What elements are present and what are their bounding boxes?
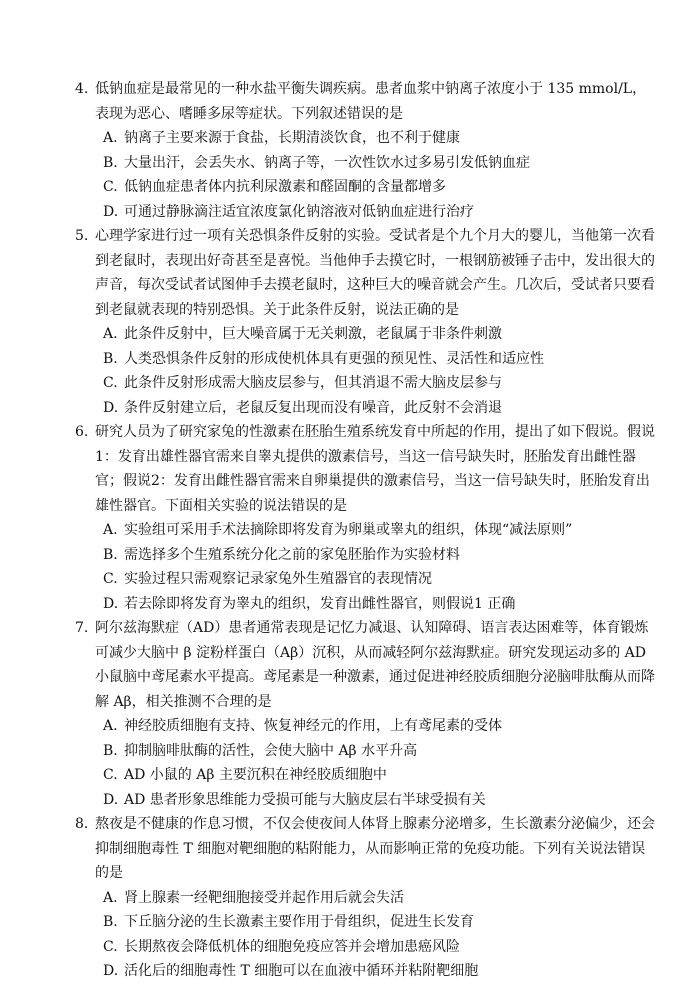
question-number: 7.: [75, 620, 89, 636]
option-a: [103, 518, 656, 543]
option-text: 肾上腺素一经靶细胞接受并起作用后就会失活: [124, 889, 404, 906]
option-label: B.: [103, 914, 118, 930]
option-text: 条件反射建立后，老鼠反复出现而没有噪音，此反射不会消退: [124, 399, 502, 416]
option-text: 可通过静脉滴注适宜浓度氯化钠溶液对低钠血症进行治疗: [124, 203, 474, 220]
question-8: [76, 812, 656, 984]
question-number: 4.: [75, 81, 89, 97]
option-label: B.: [103, 350, 118, 367]
question-number: 6.: [75, 424, 89, 440]
option-c: [103, 763, 656, 788]
option-c: [103, 371, 656, 396]
question-number: 8.: [75, 816, 89, 832]
option-text: 抑制脑啡肽酶的活性，会使大脑中 Aβ 水平升高: [124, 742, 418, 759]
option-text: 此条件反射中，巨大噪音属于无关刺激，老鼠属于非条件刺激: [124, 326, 502, 342]
option-label: B.: [103, 546, 118, 563]
option-label: D.: [103, 791, 119, 808]
question-stem: [76, 812, 656, 886]
option-label: C.: [103, 767, 118, 783]
option-c: [103, 567, 656, 592]
option-label: A.: [103, 326, 118, 342]
option-b: [103, 543, 656, 568]
question-stem: [76, 420, 656, 518]
option-b: [103, 151, 656, 176]
option-d: [103, 959, 656, 984]
option-a: [103, 886, 656, 911]
option-label: D.: [103, 203, 119, 220]
question-4: [76, 77, 656, 224]
option-text: 神经胶质细胞有支持、恢复神经元的作用，上有鸢尾素的受体: [124, 718, 502, 734]
option-text: 若去除即将发育为睾丸的组织，发育出雌性器官，则假说1 正确: [124, 595, 516, 612]
option-list: [76, 126, 656, 224]
question-text: 熬夜是不健康的作息习惯，不仅会使夜间人体肾上腺素分泌增多，生长激素分泌偏少，还会抑制细胞毒性 T 细胞对靶细胞的粘附能力，从而影响正常的免疫功能。下列有关说法错误的是: [95, 816, 655, 881]
option-c: [103, 175, 656, 200]
option-label: A.: [103, 130, 118, 146]
option-a: [103, 714, 656, 739]
option-text: 大量出汗，会丢失水、钠离子等，一次性饮水过多易引发低钠血症: [124, 154, 530, 171]
option-list: [76, 886, 656, 984]
question-text: 研究人员为了研究家兔的性激素在胚胎生殖系统发育中所起的作用，提出了如下假说。假说1：发育出雄性器官需来自睾丸提供的激素信号，当这一信号缺失时，胚胎发育出雌性器官；假说2：发育出雌性器官需来自卵巢提供的激素信号，当这一信号缺失时，胚胎发育出雄性器官。下面相关实验的说法错误的是: [95, 424, 655, 514]
option-label: A.: [103, 718, 118, 734]
option-label: D.: [103, 963, 119, 979]
option-label: D.: [103, 399, 119, 416]
option-label: A.: [103, 522, 118, 538]
question-stem: [76, 224, 656, 322]
option-a: [103, 322, 656, 347]
option-text: 此条件反射形成需大脑皮层参与，但其消退不需大脑皮层参与: [124, 375, 502, 391]
option-d: [103, 788, 656, 813]
option-label: C.: [103, 938, 118, 955]
option-text: 需选择多个生殖系统分化之前的家兔胚胎作为实验材料: [124, 546, 460, 563]
question-number: 5.: [75, 228, 89, 244]
option-d: [103, 592, 656, 617]
option-label: A.: [103, 889, 118, 906]
question-text: 阿尔兹海默症（AD）患者通常表现是记忆力减退、认知障碍、语言表达困难等，体育锻炼可减少大脑中 β 淀粉样蛋白（Aβ）沉积，从而减轻阿尔兹海默症。研究发现运动多的 AD 小鼠脑中鸢尾素水平提高。鸢尾素是一种激素，通过促进神经胶质细胞分泌脑啡肽酶从而降解 Aβ，相关推测不合理的是: [95, 620, 655, 710]
option-list: [76, 714, 656, 812]
option-label: C.: [103, 179, 118, 195]
question-text: 低钠血症是最常见的一种水盐平衡失调疾病。患者血浆中钠离子浓度小于 135 mmol/L，表现为恶心、嗜睡多尿等症状。下列叙述错误的是: [95, 81, 647, 122]
question-7: [76, 616, 656, 812]
option-label: D.: [103, 595, 119, 612]
option-list: [76, 518, 656, 616]
option-label: B.: [103, 742, 118, 759]
option-label: C.: [103, 571, 118, 587]
option-label: B.: [103, 154, 118, 171]
option-label: C.: [103, 375, 118, 391]
option-b: [103, 910, 656, 935]
question-stem: [76, 616, 656, 714]
question-text: 心理学家进行过一项有关恐惧条件反射的实验。受试者是个九个月大的婴儿，当他第一次看到老鼠时，表现出好奇甚至是喜悦。当他伸手去摸它时，一根钢筋被锤子击中，发出很大的声音，每次受试者试图伸手去摸老鼠时，这种巨大的噪音就会产生。几次后，受试者只要看到老鼠就表现的特别恐惧。关于此条件反射，说法正确的是: [95, 228, 655, 318]
option-b: [103, 347, 656, 372]
option-b: [103, 739, 656, 764]
option-d: [103, 200, 656, 225]
option-text: 低钠血症患者体内抗利尿激素和醛固酮的含量都增多: [124, 179, 446, 195]
option-text: 长期熬夜会降低机体的细胞免疫应答并会增加患癌风险: [124, 938, 460, 955]
question-5: [76, 224, 656, 420]
option-text: 下丘脑分泌的生长激素主要作用于骨组织，促进生长发育: [124, 914, 474, 930]
question-6: [76, 420, 656, 616]
option-text: AD 小鼠的 Aβ 主要沉积在神经胶质细胞中: [124, 767, 387, 783]
option-d: [103, 396, 656, 421]
option-a: [103, 126, 656, 151]
option-text: AD 患者形象思维能力受损可能与大脑皮层右半球受损有关: [124, 791, 486, 808]
option-c: [103, 935, 656, 960]
option-list: [76, 322, 656, 420]
question-stem: [76, 77, 656, 126]
option-text: 实验组可采用手术法摘除即将发育为卵巢或睾丸的组织，体现“减法原则”: [124, 522, 573, 538]
option-text: 实验过程只需观察记录家兔外生殖器官的表现情况: [124, 571, 432, 587]
option-text: 人类恐惧条件反射的形成使机体具有更强的预见性、灵活性和适应性: [124, 350, 544, 367]
option-text: 活化后的细胞毒性 T 细胞可以在血液中循环并粘附靶细胞: [124, 963, 479, 979]
option-text: 钠离子主要来源于食盐，长期清淡饮食，也不利于健康: [124, 130, 460, 146]
